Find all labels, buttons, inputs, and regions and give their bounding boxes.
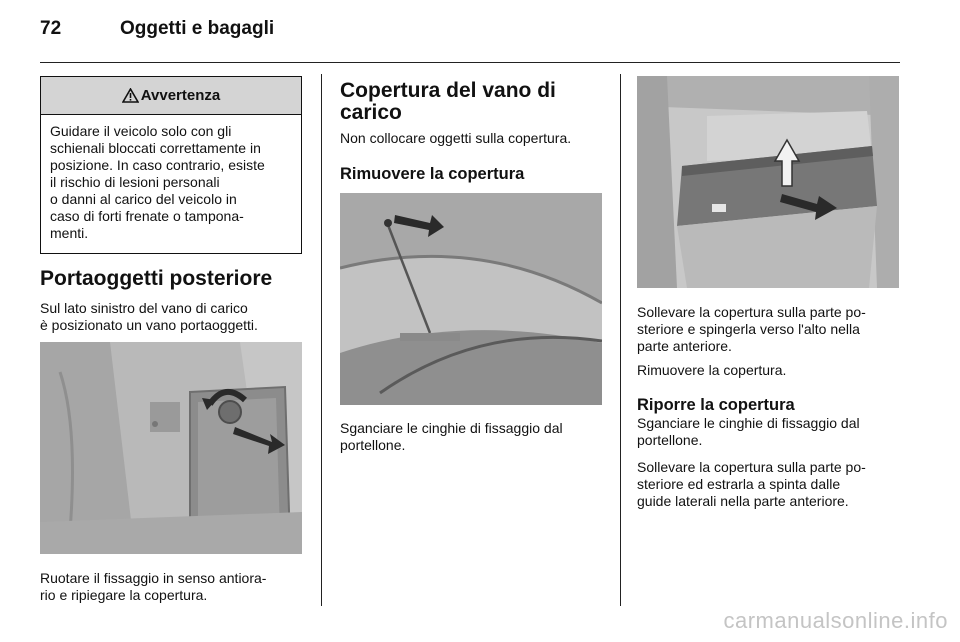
page-title: Oggetti e bagagli xyxy=(120,18,275,39)
replace-cover-body xyxy=(637,459,866,510)
text-line: rio e ripiegare la copertura. xyxy=(40,587,208,603)
warning-line: schienali bloccati correttamente in xyxy=(50,140,261,156)
text-line: guide laterali nella parte anteriore. xyxy=(637,493,849,509)
text-line: steriore e spingerla verso l'alto nella xyxy=(637,321,860,337)
heading-line: Copertura del vano di xyxy=(340,79,556,102)
warning-line: Guidare il veicolo solo con gli xyxy=(50,123,232,139)
text-line: è posizionato un vano portaoggetti. xyxy=(40,317,258,333)
heading-line: carico xyxy=(340,101,402,124)
text-line: Sollevare la copertura sulla parte po- xyxy=(637,304,866,320)
lift-cover-text xyxy=(637,304,866,355)
replace-cover-heading: Riporre la copertura xyxy=(637,396,795,414)
rear-storage-caption xyxy=(40,570,266,604)
warning-box xyxy=(40,76,302,254)
text-line: Sul lato sinistro del vano di carico xyxy=(40,300,248,316)
text-line: Sollevare la copertura sulla parte po- xyxy=(637,459,866,475)
warning-header xyxy=(41,77,301,115)
warning-text xyxy=(41,115,301,250)
cargo-cover-illustration xyxy=(637,76,899,288)
cover-intro xyxy=(340,130,571,147)
site-watermark: carmanualsonline.info xyxy=(723,608,948,633)
storage-compartment-illustration xyxy=(40,342,302,554)
warning-line: posizione. In caso contrario, esiste xyxy=(50,157,265,173)
text-line: steriore ed estrarla a spinta dalle xyxy=(637,476,841,492)
replace-cover-intro xyxy=(637,415,860,449)
warning-line: menti. xyxy=(50,225,89,241)
column-divider-right xyxy=(620,74,621,606)
warning-line: il rischio di lesioni personali xyxy=(50,174,220,190)
remove-cover-caption xyxy=(340,420,563,454)
warning-title: Avvertenza xyxy=(140,87,221,104)
text-line: portellone. xyxy=(637,432,703,448)
text-line: Ruotare il fissaggio in senso antiora- xyxy=(40,570,267,586)
remove-cover-heading: Rimuovere la copertura xyxy=(340,165,525,183)
remove-cover-text xyxy=(637,362,786,379)
cover-heading xyxy=(340,80,610,124)
text-line: Rimuovere la copertura. xyxy=(637,362,787,378)
column-divider-left xyxy=(321,74,322,606)
text-line: Sganciare le cinghie di fissaggio dal xyxy=(637,415,860,431)
warning-triangle-icon xyxy=(122,88,139,103)
header-rule xyxy=(40,62,900,63)
text-line: Non collocare oggetti sulla copertura. xyxy=(340,130,572,146)
tailgate-strap-illustration xyxy=(340,193,602,405)
page-number: 72 xyxy=(40,18,62,39)
text-line: portellone. xyxy=(340,437,406,453)
rear-storage-heading: Portaoggetti posteriore xyxy=(40,267,273,290)
warning-line: caso di forti frenate o tampona- xyxy=(50,208,244,224)
text-line: parte anteriore. xyxy=(637,338,732,354)
rear-storage-intro xyxy=(40,300,258,334)
text-line: Sganciare le cinghie di fissaggio dal xyxy=(340,420,563,436)
warning-line: o danni al carico del veicolo in xyxy=(50,191,237,207)
